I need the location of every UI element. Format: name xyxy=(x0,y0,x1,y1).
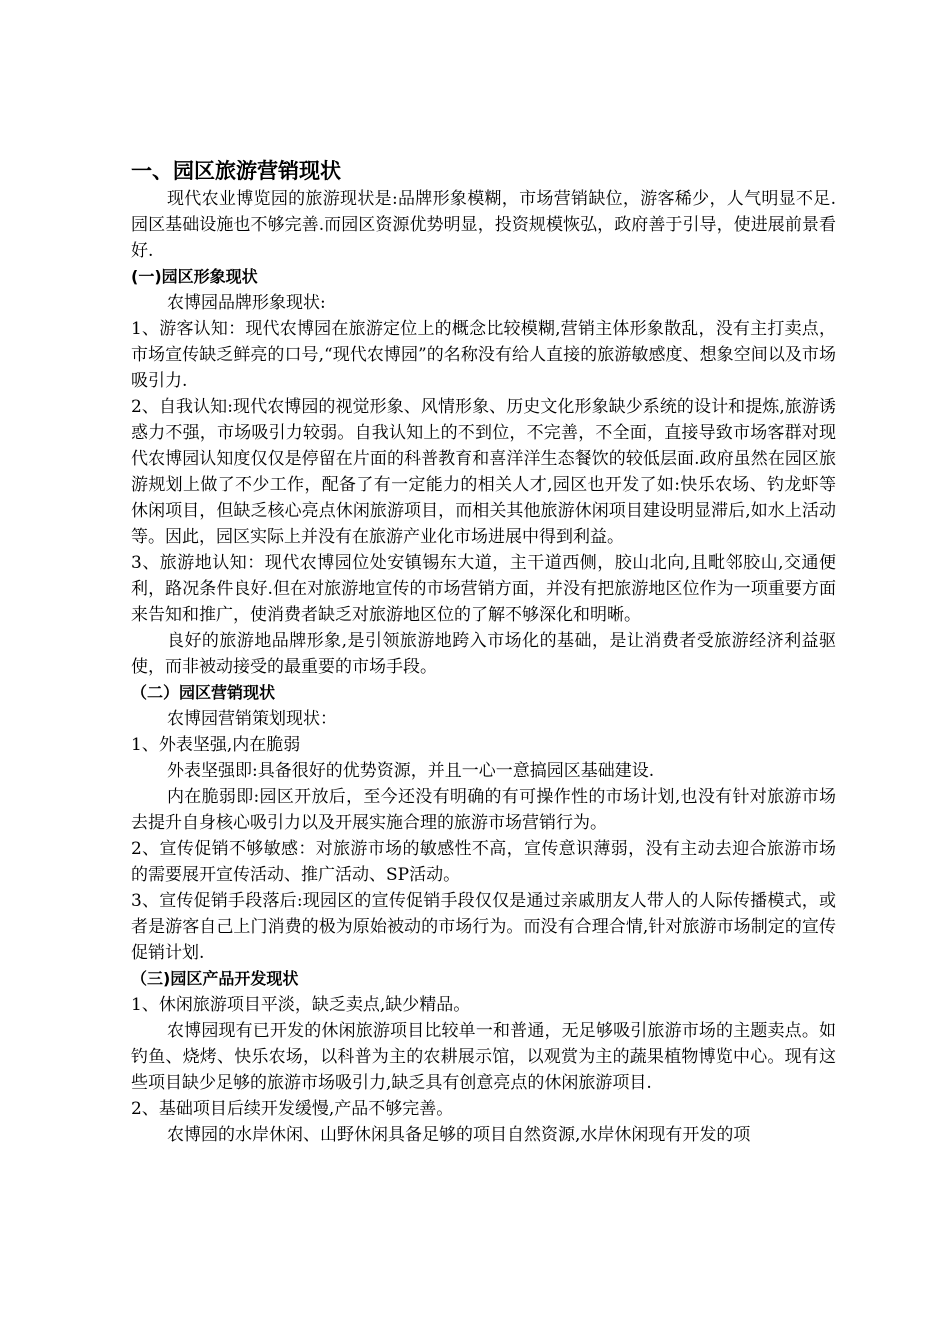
paragraph: 3、旅游地认知：现代农博园位处安镇锡东大道，主干道西侧，胶山北向,且毗邻胶山,交通便利，路况条件良好.但在对旅游地宣传的市场营销方面，并没有把旅游地区位作为一项重要方面来告知和推广，使消费者缺乏对旅游地区位的了解不够深化和明晰。 xyxy=(131,553,836,625)
paragraph: 1、休闲旅游项目平淡，缺乏卖点,缺少精品。 xyxy=(131,995,471,1015)
section-heading-image: (一)园区形象现状 xyxy=(131,267,258,286)
document-body xyxy=(131,156,836,1148)
section-heading-marketing: （二）园区营销现状 xyxy=(131,683,276,702)
intro-paragraph: 现代农业博览园的旅游现状是:品牌形象模糊，市场营销缺位，游客稀少，人气明显不足.园区基础设施也不够完善.而园区资源优势明显，投资规模恢弘，政府善于引导，使进展前景看好. xyxy=(131,189,836,261)
section-heading-products: （三)园区产品开发现状 xyxy=(131,969,299,988)
paragraph: 良好的旅游地品牌形象,是引领旅游地跨入市场化的基础，是让消费者受旅游经济利益驱使，而非被动接受的最重要的市场手段。 xyxy=(131,631,836,677)
paragraph: 农博园品牌形象现状: xyxy=(167,293,326,313)
paragraph: 内在脆弱即:园区开放后，至今还没有明确的有可操作性的市场计划,也没有针对旅游市场去提升自身核心吸引力以及开展实施合理的旅游市场营销行为。 xyxy=(131,787,836,833)
page-title: 一、园区旅游营销现状 xyxy=(131,159,341,183)
paragraph: 3、宣传促销手段落后:现园区的宣传促销手段仅仅是通过亲戚朋友人带人的人际传播模式，或者是游客自己上门消费的极为原始被动的市场行为。而没有合理合情,针对旅游市场制定的宣传促销计划. xyxy=(131,891,836,963)
paragraph: 农博园的水岸休闲、山野休闲具备足够的项目自然资源,水岸休闲现有开发的项 xyxy=(167,1125,751,1145)
paragraph: 1、游客认知：现代农博园在旅游定位上的概念比较模糊,营销主体形象散乱，没有主打卖点，市场宣传缺乏鲜亮的口号,“现代农博园”的名称没有给人直接的旅游敏感度、想象空间以及市场吸引力. xyxy=(131,319,836,391)
paragraph: 农博园营销策划现状： xyxy=(167,709,337,729)
paragraph: 1、外表坚强,内在脆弱 xyxy=(131,735,301,755)
paragraph: 农博园现有已开发的休闲旅游项目比较单一和普通，无足够吸引旅游市场的主题卖点。如钓鱼、烧烤、快乐农场，以科普为主的农耕展示馆，以观赏为主的蔬果植物博览中心。现有这些项目缺少足够的旅游市场吸引力,缺乏具有创意亮点的休闲旅游项目. xyxy=(131,1021,836,1093)
paragraph: 外表坚强即:具备很好的优势资源，并且一心一意搞园区基础建设. xyxy=(167,761,655,781)
paragraph: 2、自我认知:现代农博园的视觉形象、风情形象、历史文化形象缺少系统的设计和提炼,旅游诱惑力不强，市场吸引力较弱。自我认知上的不到位，不完善，不全面，直接导致市场客群对现代农博园认知度仅仅是停留在片面的科普教育和喜洋洋生态餐饮的较低层面.政府虽然在园区旅游规划上做了不少工作，配备了有一定能力的相关人才,园区也开发了如:快乐农场、钓龙虾等休闲项目，但缺乏核心亮点休闲旅游项目，而相关其他旅游休闲项目建设明显滞后,如水上活动等。因此，园区实际上并没有在旅游产业化市场进展中得到利益。 xyxy=(131,397,836,547)
paragraph: 2、宣传促销不够敏感：对旅游市场的敏感性不高，宣传意识薄弱，没有主动去迎合旅游市场的需要展开宣传活动、推广活动、SP活动。 xyxy=(131,839,836,885)
paragraph: 2、基础项目后续开发缓慢,产品不够完善。 xyxy=(131,1099,454,1119)
